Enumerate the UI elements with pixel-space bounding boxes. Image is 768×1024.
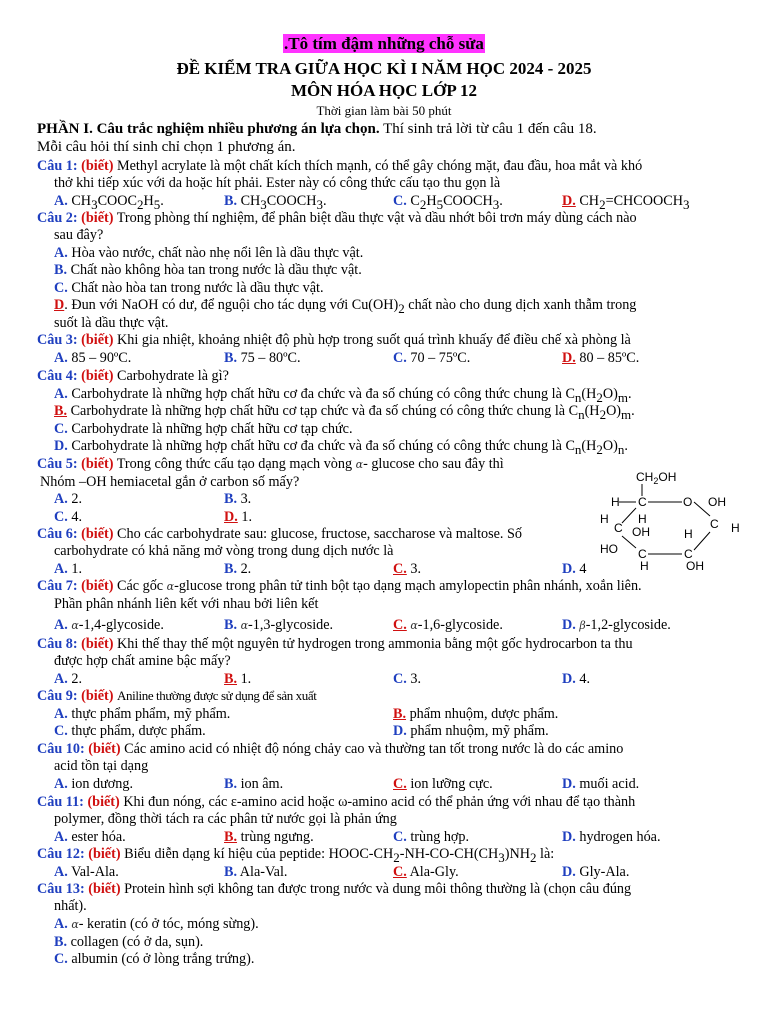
alpha-symbol: α <box>355 458 364 471</box>
atom-c: C <box>638 547 647 561</box>
option-letter: C. <box>54 509 68 525</box>
formula-part: =CHCOOCH <box>605 193 683 209</box>
question-11 <box>37 794 732 827</box>
option-a[interactable] <box>54 671 82 688</box>
option-a[interactable] <box>54 350 131 367</box>
question-text: - glucose cho sau đây thì <box>363 456 504 472</box>
option-d-correct[interactable] <box>224 509 252 526</box>
question-text-cont: sau đây? <box>54 226 104 243</box>
option-letter: A. <box>54 916 68 932</box>
question-5 <box>37 456 597 490</box>
option-c[interactable] <box>54 421 353 438</box>
option-letter: B. <box>224 829 238 845</box>
option-d[interactable] <box>562 829 661 846</box>
option-c[interactable] <box>393 671 421 688</box>
edit-note-highlight: .Tô tím đậm những chỗ sửa <box>284 34 484 53</box>
subject-title: MÔN HÓA HỌC LỚP 12 <box>290 81 478 100</box>
option-text: chất nào cho dung dịch xanh thẫm trong <box>404 297 637 313</box>
option-letter: D. <box>562 776 576 792</box>
bond <box>622 508 636 523</box>
question-label: Câu 12: <box>37 846 85 862</box>
option-a[interactable] <box>54 706 230 723</box>
option-d[interactable] <box>562 864 629 881</box>
question-label: Câu 2: <box>37 210 78 226</box>
question-text-cont: nhất). <box>54 897 87 914</box>
option-text: Carbohydrate là những hợp chất hữu cơ đa chức và đa số chúng có công thức chung là C <box>71 386 575 402</box>
level-tag: (biết) <box>87 794 120 810</box>
option-text: 75 – 80ºC. <box>240 350 301 366</box>
formula-sub: 3 <box>682 196 690 212</box>
question-2 <box>37 210 732 243</box>
question-label: Câu 3: <box>37 332 78 348</box>
question-text: -glucose trong phân tử tinh bột tạo dạng mạch amylopectin phân nhánh, xoắn liên. <box>174 578 642 594</box>
question-text: Khi gia nhiệt, khoảng nhiệt độ phù hợp trong suốt quá trình khuấy để điều chế xà phòng là <box>117 332 631 348</box>
beta-symbol: β <box>579 619 586 632</box>
formula-sub: 5 <box>436 196 444 212</box>
formula-part: (H <box>584 403 600 419</box>
option-d[interactable] <box>562 617 671 635</box>
edit-note-row <box>0 36 768 54</box>
option-b[interactable] <box>224 776 283 793</box>
hemiacetal-oh: OH <box>708 495 726 509</box>
question-13 <box>37 881 732 914</box>
level-tag: (biết) <box>81 526 114 542</box>
option-c[interactable] <box>54 951 254 968</box>
question-7 <box>37 578 732 612</box>
formula-part: O) <box>606 403 622 419</box>
question-10 <box>37 741 732 774</box>
option-text: 4 <box>579 561 587 577</box>
atom-h: H <box>600 512 609 526</box>
formula-part: COOCH <box>443 193 493 209</box>
option-letter: A. <box>54 350 68 366</box>
question-label: Câu 8: <box>37 636 78 652</box>
formula-part: CH <box>71 193 92 209</box>
option-letter: A. <box>54 561 68 577</box>
option-text: thực phẩm phẩm, mỹ phẩm. <box>71 706 231 722</box>
question-label: Câu 7: <box>37 578 78 594</box>
option-letter: C. <box>54 723 68 739</box>
atom-ho: HO <box>600 542 618 556</box>
option-letter: B. <box>54 934 68 950</box>
option-letter: D. <box>562 193 576 209</box>
option-text: 4. <box>579 671 590 687</box>
option-a[interactable] <box>54 561 82 578</box>
question-text: Khi đun nóng, các ε-amino acid hoặc ω-amino acid có thể phản ứng với nhau để tạo thành <box>123 794 636 810</box>
option-letter: A. <box>54 671 68 687</box>
option-b-correct[interactable] <box>224 671 251 688</box>
formula-part: CH <box>240 193 261 209</box>
question-text: Carbohydrate là gì? <box>117 368 229 384</box>
option-c-correct[interactable] <box>393 864 459 881</box>
alpha-glucose-structure <box>596 466 756 570</box>
part1-text1: Thí sinh trả lời từ câu 1 đến câu 18. <box>379 121 597 137</box>
option-letter: A. <box>54 617 68 633</box>
atom-c: C <box>614 521 623 535</box>
option-c[interactable] <box>393 829 469 846</box>
option-text: 2. <box>71 491 82 507</box>
formula-sub: 5 <box>153 196 161 212</box>
option-c[interactable] <box>393 350 470 367</box>
question-text: là: <box>536 846 555 862</box>
formula-part: O) <box>602 386 618 402</box>
option-text: Ala-Gly. <box>409 864 459 880</box>
question-text: Methyl acrylate là một chất kích thích mạnh, có thể gây chóng mặt, đau đầu, hoa mắt và khó <box>117 158 643 174</box>
question-text-cont: thở khi tiếp xúc với da hoặc hít phải. Ester này có công thức cấu tạo thu gọn là <box>54 174 501 191</box>
formula-sub: n <box>578 406 585 422</box>
question-text: Các amino acid có nhiệt độ nóng chảy cao và thường tan tốt trong nước là do các amino <box>124 741 624 757</box>
option-text: 3. <box>410 671 421 687</box>
option-b[interactable] <box>224 491 251 508</box>
option-letter: A. <box>54 864 68 880</box>
option-text: 80 – 85ºC. <box>579 350 640 366</box>
option-text: Carbohydrate là những hợp chất hữu cơ tạp chức. <box>71 421 353 437</box>
option-c-correct[interactable] <box>393 776 493 793</box>
part1-heading: PHẦN I. Câu trắc nghiệm nhiều phương án lựa chọn. <box>37 121 380 137</box>
option-text: phẩm nhuộm, mỹ phẩm. <box>410 723 549 739</box>
formula-part: . <box>624 438 628 454</box>
question-text-cont: polymer, đồng thời tách ra các phân tử nước gọi là phản ứng <box>54 810 397 827</box>
option-letter: A. <box>54 776 68 792</box>
option-text: thực phẩm, dược phẩm. <box>71 723 206 739</box>
question-text: Trong công thức cấu tạo dạng mạch vòng <box>116 456 353 472</box>
option-b[interactable] <box>224 561 251 578</box>
option-a[interactable] <box>54 916 259 934</box>
option-letter: C. <box>393 561 407 577</box>
atom-oh: OH <box>632 525 650 539</box>
atom-c: C <box>684 547 693 561</box>
option-a[interactable] <box>54 245 363 262</box>
option-text: Gly-Ala. <box>579 864 630 880</box>
alpha-symbol: α <box>410 619 418 632</box>
formula-sub: 2 <box>529 849 537 865</box>
formula-part: CH <box>579 193 600 209</box>
formula-sub: 2 <box>596 389 603 405</box>
option-text: 3. <box>410 561 421 577</box>
option-a[interactable] <box>54 491 82 508</box>
formula-sub: 3 <box>316 196 323 212</box>
option-a[interactable] <box>54 864 119 881</box>
question-text: Aniline thường được sử dụng để sản xuất <box>117 688 317 703</box>
option-c[interactable] <box>54 280 324 297</box>
atom-c: C <box>710 517 719 531</box>
option-text: 2. <box>240 561 252 577</box>
option-d[interactable] <box>562 561 586 578</box>
option-letter: D. <box>393 723 407 739</box>
option-letter: D. <box>562 864 576 880</box>
option-letter: B. <box>54 403 68 419</box>
option-text: 2. <box>71 671 82 687</box>
question-label: Câu 6: <box>37 526 78 542</box>
level-tag: (biết) <box>88 741 121 757</box>
option-text: 4. <box>71 509 82 525</box>
option-letter: D. <box>54 438 68 454</box>
option-letter: C. <box>393 671 407 687</box>
question-text-cont: acid tồn tại dạng <box>54 757 149 774</box>
option-text: Ala-Val. <box>239 864 288 880</box>
time-note: Thời gian làm bài 50 phút <box>316 103 452 118</box>
option-text: ester hóa. <box>71 829 126 845</box>
formula-sub: 2 <box>393 849 400 865</box>
formula-part: . <box>499 193 503 209</box>
formula-sub: 3 <box>492 196 500 212</box>
formula-part: . <box>628 386 632 402</box>
formula-sub: 2 <box>398 300 405 316</box>
option-text: Val-Ala. <box>71 864 119 880</box>
option-letter: B. <box>393 706 407 722</box>
option-a[interactable] <box>54 617 164 635</box>
level-tag: (biết) <box>81 578 114 594</box>
option-d-cont <box>54 315 168 332</box>
option-text: ion lưỡng cực. <box>410 776 493 792</box>
option-text: muối acid. <box>579 776 640 792</box>
option-letter: C. <box>54 280 68 296</box>
atom-h: H <box>611 495 620 509</box>
option-text: -1,4-glycoside. <box>78 617 164 633</box>
question-label: Câu 9: <box>37 688 78 704</box>
question-label: Câu 11: <box>37 794 84 810</box>
option-text: . Đun với NaOH có dư, để nguội cho tác dụng với Cu(OH) <box>64 297 399 313</box>
formula-sub: 2 <box>136 196 144 212</box>
option-letter: A. <box>54 491 68 507</box>
level-tag: (biết) <box>81 158 114 174</box>
option-letter: A. <box>54 829 68 845</box>
formula-sub: 3 <box>498 849 505 865</box>
option-d-correct[interactable] <box>562 350 639 367</box>
question-label: Câu 1: <box>37 158 78 174</box>
option-letter: D. <box>224 509 238 525</box>
part1-text2: Mỗi câu hỏi thí sinh chỉ chọn 1 phương án. <box>37 139 296 155</box>
alpha-symbol: α <box>166 580 175 593</box>
formula-part: . <box>631 403 635 419</box>
option-text: 85 – 90ºC. <box>71 350 132 366</box>
level-tag: (biết) <box>81 368 114 384</box>
formula-part: H <box>426 193 437 209</box>
option-text: 1. <box>241 509 252 525</box>
option-b[interactable] <box>54 262 362 279</box>
option-text: suốt là dầu thực vật. <box>54 315 169 331</box>
option-letter: A. <box>54 706 68 722</box>
option-letter: D. <box>562 350 576 366</box>
option-a[interactable] <box>54 776 133 793</box>
question-text-cont: được hợp chất amine bậc mấy? <box>54 652 231 669</box>
question-label: Câu 10: <box>37 741 85 757</box>
formula-sub: 3 <box>260 196 267 212</box>
question-text: Các gốc <box>117 578 164 594</box>
alpha-symbol: α <box>240 619 248 632</box>
question-8 <box>37 636 732 669</box>
part1-instructions <box>37 120 731 156</box>
option-text: Carbohydrate là những hợp chất hữu cơ tạp chức và đa số chúng có công thức chung là C <box>70 403 579 419</box>
bond <box>694 532 710 550</box>
option-text: - keratin (có ở tóc, móng sừng). <box>78 916 259 932</box>
option-text: collagen (có ở da, sụn). <box>70 934 204 950</box>
option-text: -1,6-glycoside. <box>417 617 503 633</box>
alpha-symbol: α <box>71 619 79 632</box>
option-text: ion âm. <box>240 776 284 792</box>
option-letter: B. <box>224 776 238 792</box>
alpha-symbol: α <box>71 918 79 931</box>
formula-sub: m <box>617 389 628 405</box>
option-letter: C. <box>393 350 407 366</box>
formula-part: (H <box>581 386 597 402</box>
formula-part: H <box>143 193 154 209</box>
atom-h: H <box>684 527 693 541</box>
option-letter: C. <box>393 776 407 792</box>
option-letter: D <box>54 297 65 313</box>
formula-sub: 2 <box>419 196 427 212</box>
formula-part: O) <box>602 438 618 454</box>
question-text-cont: Nhóm –OH hemiacetal gắn ở carbon số mấy? <box>40 473 300 490</box>
option-b[interactable] <box>54 934 203 951</box>
formula-part: COOCH <box>266 193 317 209</box>
level-tag: (biết) <box>81 332 114 348</box>
option-text: phẩm nhuộm, dược phẩm. <box>409 706 559 722</box>
ch2oh-label: $CH_2OH$ <box>636 470 677 486</box>
formula-part: C <box>410 193 420 209</box>
atom-c: C <box>638 495 647 509</box>
option-letter: D. <box>562 617 576 633</box>
formula-part: . <box>322 193 327 209</box>
ring-oxygen: O <box>683 495 693 509</box>
option-text: trùng ngưng. <box>240 829 314 845</box>
question-text: )NH <box>504 846 530 862</box>
option-c[interactable] <box>54 509 82 526</box>
option-text: Chất nào không hòa tan trong nước là dầu thực vật. <box>70 262 362 278</box>
option-letter: A. <box>54 245 68 261</box>
formula-sub: 2 <box>599 406 607 422</box>
option-c-correct[interactable] <box>393 617 503 635</box>
option-text: 70 – 75ºC. <box>410 350 471 366</box>
option-text: albumin (có ở lòng trắng trứng). <box>71 951 255 967</box>
formula-sub: n <box>574 389 582 405</box>
option-text: 1. <box>71 561 82 577</box>
exam-title: ĐỀ KIỂM TRA GIỮA HỌC KÌ I NĂM HỌC 2024 - 2025 <box>176 59 592 78</box>
question-label: Câu 13: <box>37 881 85 897</box>
option-letter: B. <box>224 193 238 209</box>
option-b[interactable] <box>224 617 333 635</box>
question-text: Biểu diễn dạng kí hiệu của peptide: HOOC-CH <box>124 846 394 862</box>
option-letter: B. <box>224 864 238 880</box>
option-b-correct[interactable] <box>224 829 314 846</box>
option-letter: D. <box>562 561 576 577</box>
formula-sub: n <box>574 441 582 457</box>
option-letter: B. <box>224 561 238 577</box>
option-letter: C. <box>393 829 407 845</box>
option-letter: C. <box>54 421 68 437</box>
level-tag: (biết) <box>81 688 114 704</box>
question-label: Câu 4: <box>37 368 78 384</box>
option-text: Hòa vào nước, chất nào nhẹ nổi lên là dầu thực vật. <box>71 245 364 261</box>
question-3 <box>37 332 732 349</box>
formula-part: (H <box>581 438 597 454</box>
option-text: 3. <box>240 491 252 507</box>
option-d[interactable] <box>393 723 549 740</box>
option-text: trùng hợp. <box>410 829 470 845</box>
option-letter: B. <box>224 617 238 633</box>
option-d[interactable] <box>562 671 590 688</box>
question-text: Cho các carbohydrate sau: glucose, fructose, saccharose và maltose. Số <box>117 526 522 542</box>
option-text: -1,2-glycoside. <box>585 617 671 633</box>
question-4 <box>37 368 732 385</box>
option-letter: A. <box>54 193 68 209</box>
question-text: Protein hình sợi không tan được trong nước và dung môi thông thường là (chọn câu đúng <box>124 881 632 897</box>
option-letter: A. <box>54 386 68 402</box>
option-b-correct[interactable] <box>393 706 558 723</box>
formula-sub: m <box>621 406 632 422</box>
option-text: Carbohydrate là những hợp chất hữu cơ đa chức và đa số chúng có công thức chung là C <box>71 438 575 454</box>
option-b[interactable] <box>224 350 301 367</box>
option-text: hydrogen hóa. <box>579 829 661 845</box>
option-letter: C. <box>393 864 407 880</box>
question-1 <box>37 158 732 191</box>
atom-h: H <box>638 512 647 526</box>
question-text-cont: Phần phân nhánh liên kết với nhau bởi liên kết <box>54 595 319 612</box>
option-c[interactable] <box>54 723 206 740</box>
level-tag: (biết) <box>81 210 114 226</box>
question-text: -NH-CO-CH(CH <box>399 846 499 862</box>
formula-sub: 3 <box>91 196 98 212</box>
option-letter: B. <box>224 350 238 366</box>
level-tag: (biết) <box>88 881 121 897</box>
level-tag: (biết) <box>81 636 114 652</box>
atom-oh: OH <box>686 559 704 570</box>
formula-sub: n <box>617 441 625 457</box>
option-text: -1,3-glycoside. <box>248 617 334 633</box>
option-letter: B. <box>224 491 238 507</box>
level-tag: (biết) <box>88 846 121 862</box>
question-text: Khi thế thay thế một nguyên tử hydrogen trong ammonia bằng một gốc hydrocarbon ta thu <box>117 636 633 652</box>
option-a[interactable] <box>54 829 126 846</box>
option-b[interactable] <box>224 864 287 881</box>
option-text: Chất nào hòa tan trong nước là dầu thực vật. <box>71 280 324 296</box>
level-tag: (biết) <box>81 456 114 472</box>
option-letter: B. <box>54 262 68 278</box>
formula-part: COOC <box>97 193 137 209</box>
atom-h: H <box>640 559 649 570</box>
formula-part: . <box>160 193 164 209</box>
formula-sub: 2 <box>599 196 606 212</box>
question-label: Câu 5: <box>37 456 78 472</box>
question-9 <box>37 688 732 705</box>
option-letter: B. <box>224 671 238 687</box>
option-letter: C. <box>54 951 68 967</box>
option-text: ion dương. <box>71 776 134 792</box>
question-text-cont: carbohydrate có khả năng mở vòng trong dung dịch nước là <box>54 542 394 559</box>
question-text: Trong phòng thí nghiệm, để phân biệt dầu thực vật và dầu nhớt bôi trơn máy dùng cách nào <box>116 210 637 226</box>
option-letter: C. <box>393 193 407 209</box>
option-letter: D. <box>562 671 576 687</box>
atom-h: H <box>731 521 740 535</box>
option-text: 1. <box>240 671 252 687</box>
formula-sub: 2 <box>596 441 603 457</box>
question-6 <box>37 526 597 559</box>
option-letter: C. <box>393 617 407 633</box>
option-c-correct[interactable] <box>393 561 421 578</box>
option-letter: D. <box>562 829 576 845</box>
option-d[interactable] <box>562 776 639 793</box>
